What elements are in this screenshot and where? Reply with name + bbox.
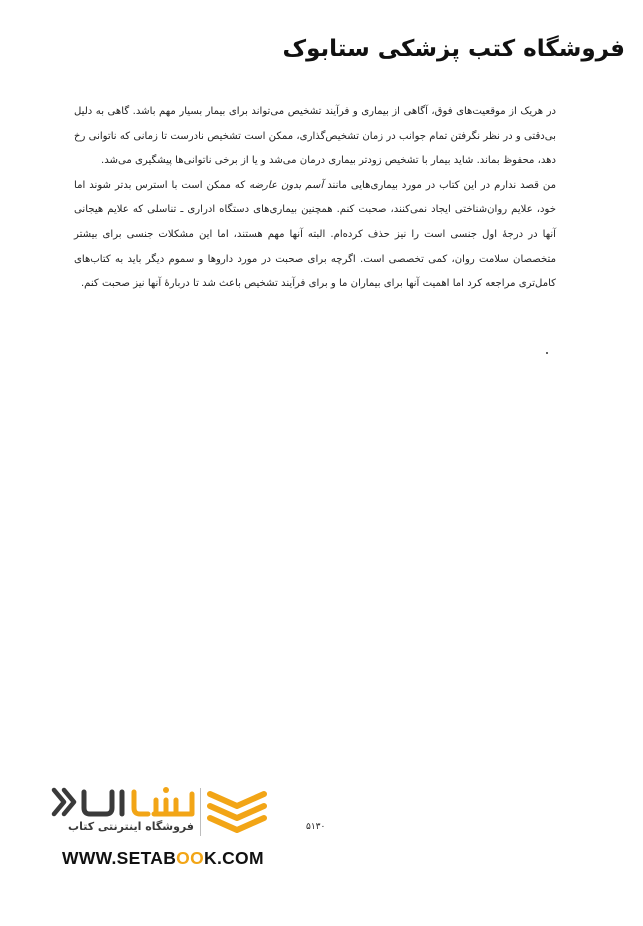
paragraph-2-part-1: من قصد ندارم در این کتاب در مورد بیماری‌هایی مانند	[327, 179, 556, 191]
website-prefix: WWW.SETAB	[62, 848, 177, 868]
website-accent: OO	[176, 848, 204, 868]
website-url	[62, 848, 264, 869]
website-suffix: K.COM	[204, 848, 264, 868]
paragraph-2	[74, 174, 556, 297]
setabook-logo	[50, 782, 280, 842]
store-title: فروشگاه کتب پزشکی ستابوک	[282, 36, 625, 62]
page-number: ۵۱۳۰	[306, 822, 326, 832]
paragraph-2-part-2: که ممکن است با استرس بدتر شوند اما خود، علایم روان‌شناختی ایجاد نمی‌کنند، صحبت کنم. همچنین بیماری‌های دستگاه ادراری ـ تناسلی که علایم هیجانی آنها در درجهٔ اول جنسی است را نیز حذف کرده‌ام. البته آنها مهم هستند، اما این مشکلات جنسی برای بیشتر متخصصان سلامت روان، کمی تخصصی است. اگرچه برای صحبت در مورد داروها و سموم دیگر باید به کتاب‌های کامل‌تری مراجعه کرد اما اهمیت آنها برای بیماران ما و برای فرآیند تشخیص باعث شد تا دربارهٔ آنها نیز صحبت کنم.	[74, 179, 556, 290]
paragraph-1: در هریک از موقعیت‌های فوق، آگاهی از بیماری و فرآیند تشخیص می‌تواند برای بیمار بسیار مهم باشد. گاهی به دلیل بی‌دقتی و در نظر نگرفتن تمام جوانب در زمان تشخیص‌گذاری، ممکن است تشخیص نادرست تا زمانی که ناتوانی رخ دهد، محفوظ بماند. شاید بیمار با تشخیص زودتر بیماری درمان می‌شد و یا از برخی ناتوانی‌ها پیشگیری می‌شد.	[74, 106, 556, 167]
logo-subtitle: فروشگاه اینترنتی کتاب	[68, 820, 194, 833]
book-chevron-icon	[202, 786, 272, 838]
paragraph-2-italic-term: آسم بدون عارضه	[249, 179, 324, 191]
logo-divider	[200, 788, 201, 836]
stray-dot	[546, 352, 548, 354]
setabook-wordmark-icon	[50, 782, 198, 822]
book-body-text	[74, 100, 556, 297]
